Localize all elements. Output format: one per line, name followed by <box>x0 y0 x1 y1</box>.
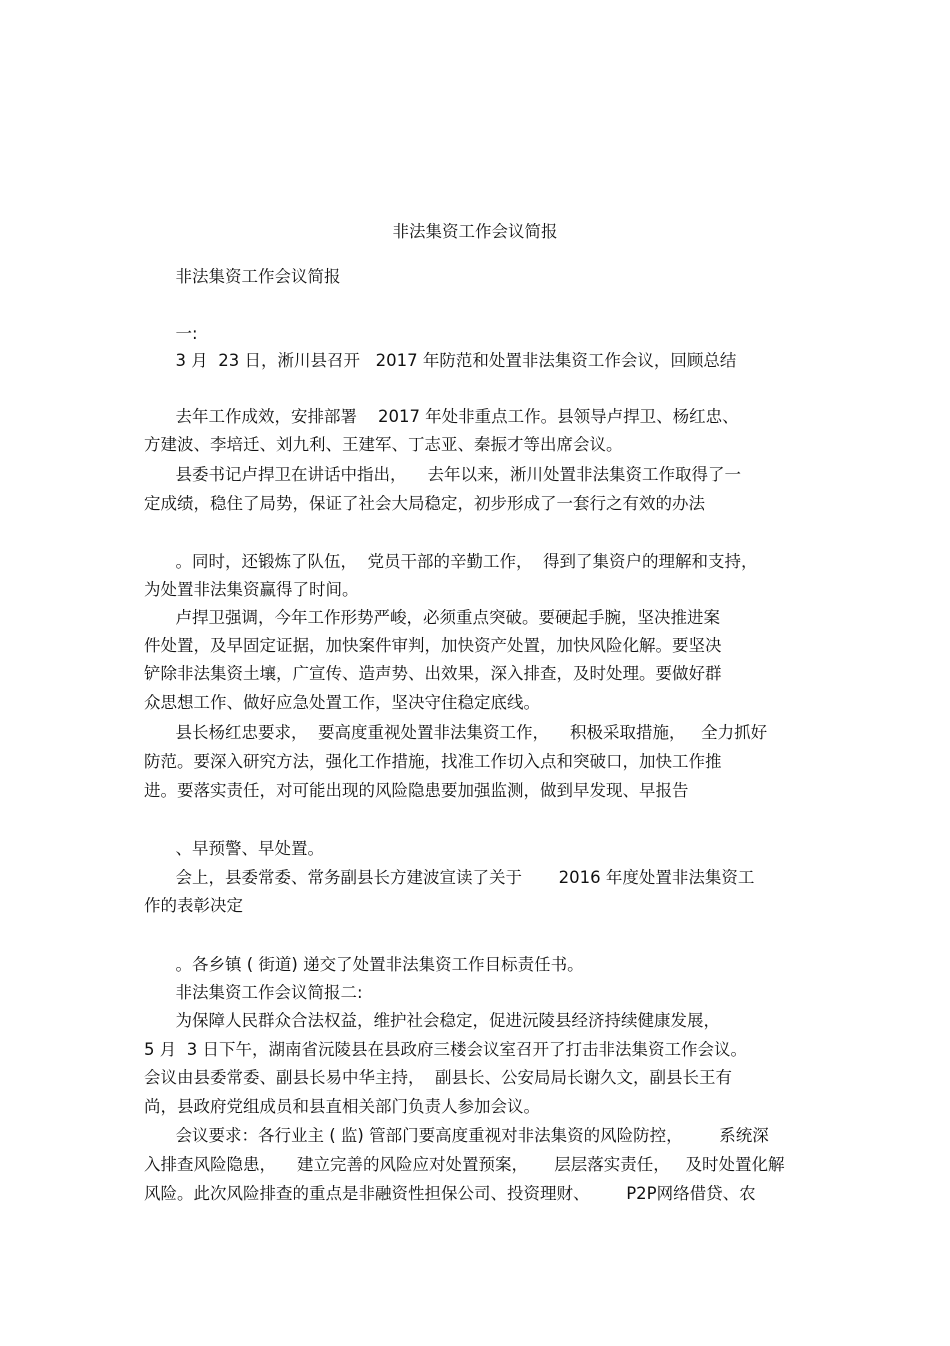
body-line: 3 月 23 日，淅川县召开 2017 年防范和处置非法集资工作会议，回顾总结 <box>144 351 737 370</box>
body-line: 。各乡镇 ( 街道) 递交了处置非法集资工作目标责任书。 <box>144 955 584 974</box>
body-line: 为处置非法集资赢得了时间。 <box>144 580 359 599</box>
body-line: 件处置，及早固定证据，加快案件审判，加快资产处置，加快风险化解。要坚决 <box>144 636 722 655</box>
document-title: 非法集资工作会议简报 <box>392 222 558 241</box>
body-line: 作的表彰决定 <box>144 896 243 915</box>
body-line: 方建波、李培迁、刘九利、王建军、丁志亚、秦振才等出席会议。 <box>144 435 623 454</box>
body-line: 、早预警、早处置。 <box>144 839 324 858</box>
body-line: 非法集资工作会议简报 <box>144 267 341 286</box>
body-line: 定成绩，稳住了局势，保证了社会大局稳定，初步形成了一套行之有效的办法 <box>144 494 705 513</box>
body-line: 为保障人民群众合法权益，维护社会稳定，促进沅陵县经济持续健康发展， <box>144 1011 720 1030</box>
body-line: 会议由县委常委、副县长易中华主持， 副县长、公安局局长谢久文，副县长王有 <box>144 1068 732 1087</box>
body-line: 卢捍卫强调，今年工作形势严峻，必须重点突破。要硬起手腕，坚决推进案 <box>144 608 720 627</box>
body-line: 防范。要深入研究方法，强化工作措施，找准工作切入点和突破口，加快工作推 <box>144 752 722 771</box>
body-line: 会上，县委常委、常务副县长方建波宣读了关于 2016 年度处置非法集资工 <box>144 868 755 887</box>
body-line: 铲除非法集资土壤，广宣传、造声势、出效果，深入排查，及时处理。要做好群 <box>144 664 722 683</box>
body-line: 众思想工作、做好应急处置工作，坚决守住稳定底线。 <box>144 693 540 712</box>
body-line: 5 月 3 日下午，湖南省沅陵县在县政府三楼会议室召开了打击非法集资工作会议。 <box>144 1040 747 1059</box>
body-line: 尚，县政府党组成员和县直相关部门负责人参加会议。 <box>144 1097 540 1116</box>
body-line: 去年工作成效，安排部署 2017 年处非重点工作。县领导卢捍卫、杨红忠、 <box>144 407 739 426</box>
body-line: 会议要求：各行业主 ( 监) 管部门要高度重视对非法集资的风险防控， 系统深 <box>144 1126 769 1145</box>
body-line: 一: <box>144 324 198 343</box>
body-line: 。同时，还锻炼了队伍， 党员干部的辛勤工作， 得到了集资户的理解和支持， <box>144 552 758 571</box>
body-line: 县委书记卢捍卫在讲话中指出， 去年以来，淅川处置非法集资工作取得了一 <box>144 465 741 484</box>
body-line: 非法集资工作会议简报二: <box>144 983 363 1002</box>
body-line: 进。要落实责任，对可能出现的风险隐患要加强监测，做到早发现、早报告 <box>144 781 689 800</box>
body-line: 县长杨红忠要求， 要高度重视处置非法集资工作， 积极采取措施， 全力抓好 <box>144 723 768 742</box>
body-line: 风险。此次风险排查的重点是非融资性担保公司、投资理财、 P2P网络借贷、农 <box>144 1184 756 1203</box>
body-line: 入排查风险隐患， 建立完善的风险应对处置预案， 层层落实责任， 及时处置化解 <box>144 1155 785 1174</box>
